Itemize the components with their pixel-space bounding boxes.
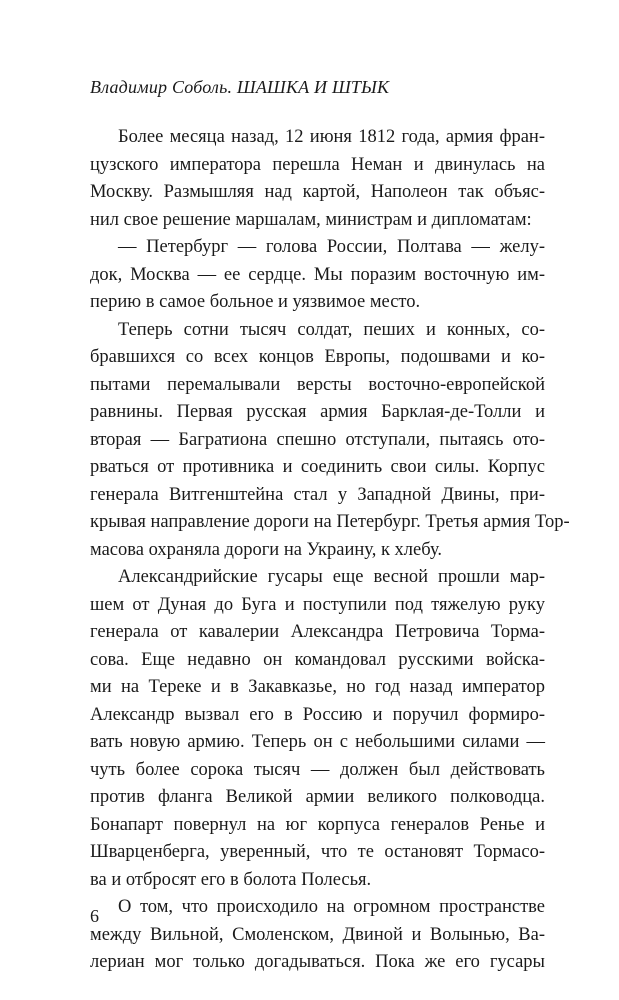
text-line: Шварценберга, уверенный, что те остановят Тормасо- bbox=[90, 842, 545, 862]
running-head: Владимир Соболь. ШАШКА И ШТЫК bbox=[90, 77, 390, 97]
text-line: Александр вызвал его в Россию и поручил формиро- bbox=[90, 704, 545, 725]
text-line: Александрийские гусары еще весной прошли мар- bbox=[118, 567, 545, 587]
text-line: масова охраняла дороги на Украину, к хлебу. bbox=[90, 539, 442, 560]
text-line: шем от Дуная до Буга и поступили под тяжелую руку bbox=[90, 594, 545, 615]
page-number: 6 bbox=[90, 906, 99, 926]
text-line: — Петербург — голова России, Полтава — желу- bbox=[118, 237, 545, 257]
paragraph bbox=[90, 124, 545, 234]
text-line: генерала Витгенштейна стал у Западной Двины, при- bbox=[90, 484, 545, 505]
text-line: равнины. Первая русская армия Барклая-де-Толли и bbox=[90, 402, 545, 422]
text-line: ва и отбросят его в болота Полесья. bbox=[90, 869, 372, 890]
paragraph bbox=[90, 234, 545, 317]
paragraph bbox=[90, 564, 545, 894]
text-line: Теперь сотни тысяч солдат, пеших и конных, со- bbox=[118, 319, 545, 340]
text-line: ми на Тереке и в Закавказье, но год назад император bbox=[90, 677, 545, 697]
text-line: чуть более сорока тысяч — должен был действовать bbox=[90, 759, 545, 780]
text-line: крывая направление дороги на Петербург. Третья армия Тор- bbox=[90, 512, 570, 532]
text-line: генерала от кавалерии Александра Петровича Торма- bbox=[90, 622, 545, 642]
text-line: Более месяца назад, 12 июня 1812 года, армия фран- bbox=[118, 127, 545, 147]
text-line: док, Москва — ее сердце. Мы поразим восточную им- bbox=[90, 264, 545, 285]
paragraph bbox=[90, 894, 545, 977]
text-line: О том, что происходило на огромном пространстве bbox=[118, 897, 545, 917]
text-line: вать новую армию. Теперь он с небольшими силами — bbox=[90, 732, 545, 752]
text-line: пытами перемалывали версты восточно-европейской bbox=[90, 374, 545, 395]
body-text bbox=[90, 124, 570, 977]
text-line: Бонапарт повернул на юг корпуса генералов Ренье и bbox=[90, 814, 545, 835]
text-line: бравшихся со всех концов Европы, подошвами и ко- bbox=[90, 347, 545, 367]
text-line: против фланга Великой армии великого полководца. bbox=[90, 787, 545, 807]
text-line: рваться от противника и соединить свои силы. Корпус bbox=[90, 457, 545, 477]
text-line: нил свое решение маршалам, министрам и дипломатам: bbox=[90, 209, 532, 230]
text-line: сова. Еще недавно он командовал русскими войска- bbox=[90, 649, 545, 670]
text-line: лериан мог только догадываться. Пока же его гусары bbox=[90, 952, 545, 972]
text-line: Москву. Размышляя над картой, Наполеон так объяс- bbox=[90, 182, 545, 202]
text-line: между Вильной, Смоленском, Двиной и Волынью, Ва- bbox=[90, 924, 545, 945]
paragraph bbox=[90, 317, 570, 565]
text-line: вторая — Багратиона спешно отступали, пытаясь ото- bbox=[90, 429, 545, 450]
text-line: цузского императора перешла Неман и двинулась на bbox=[90, 154, 545, 175]
text-line: перию в самое больное и уязвимое место. bbox=[90, 292, 421, 312]
